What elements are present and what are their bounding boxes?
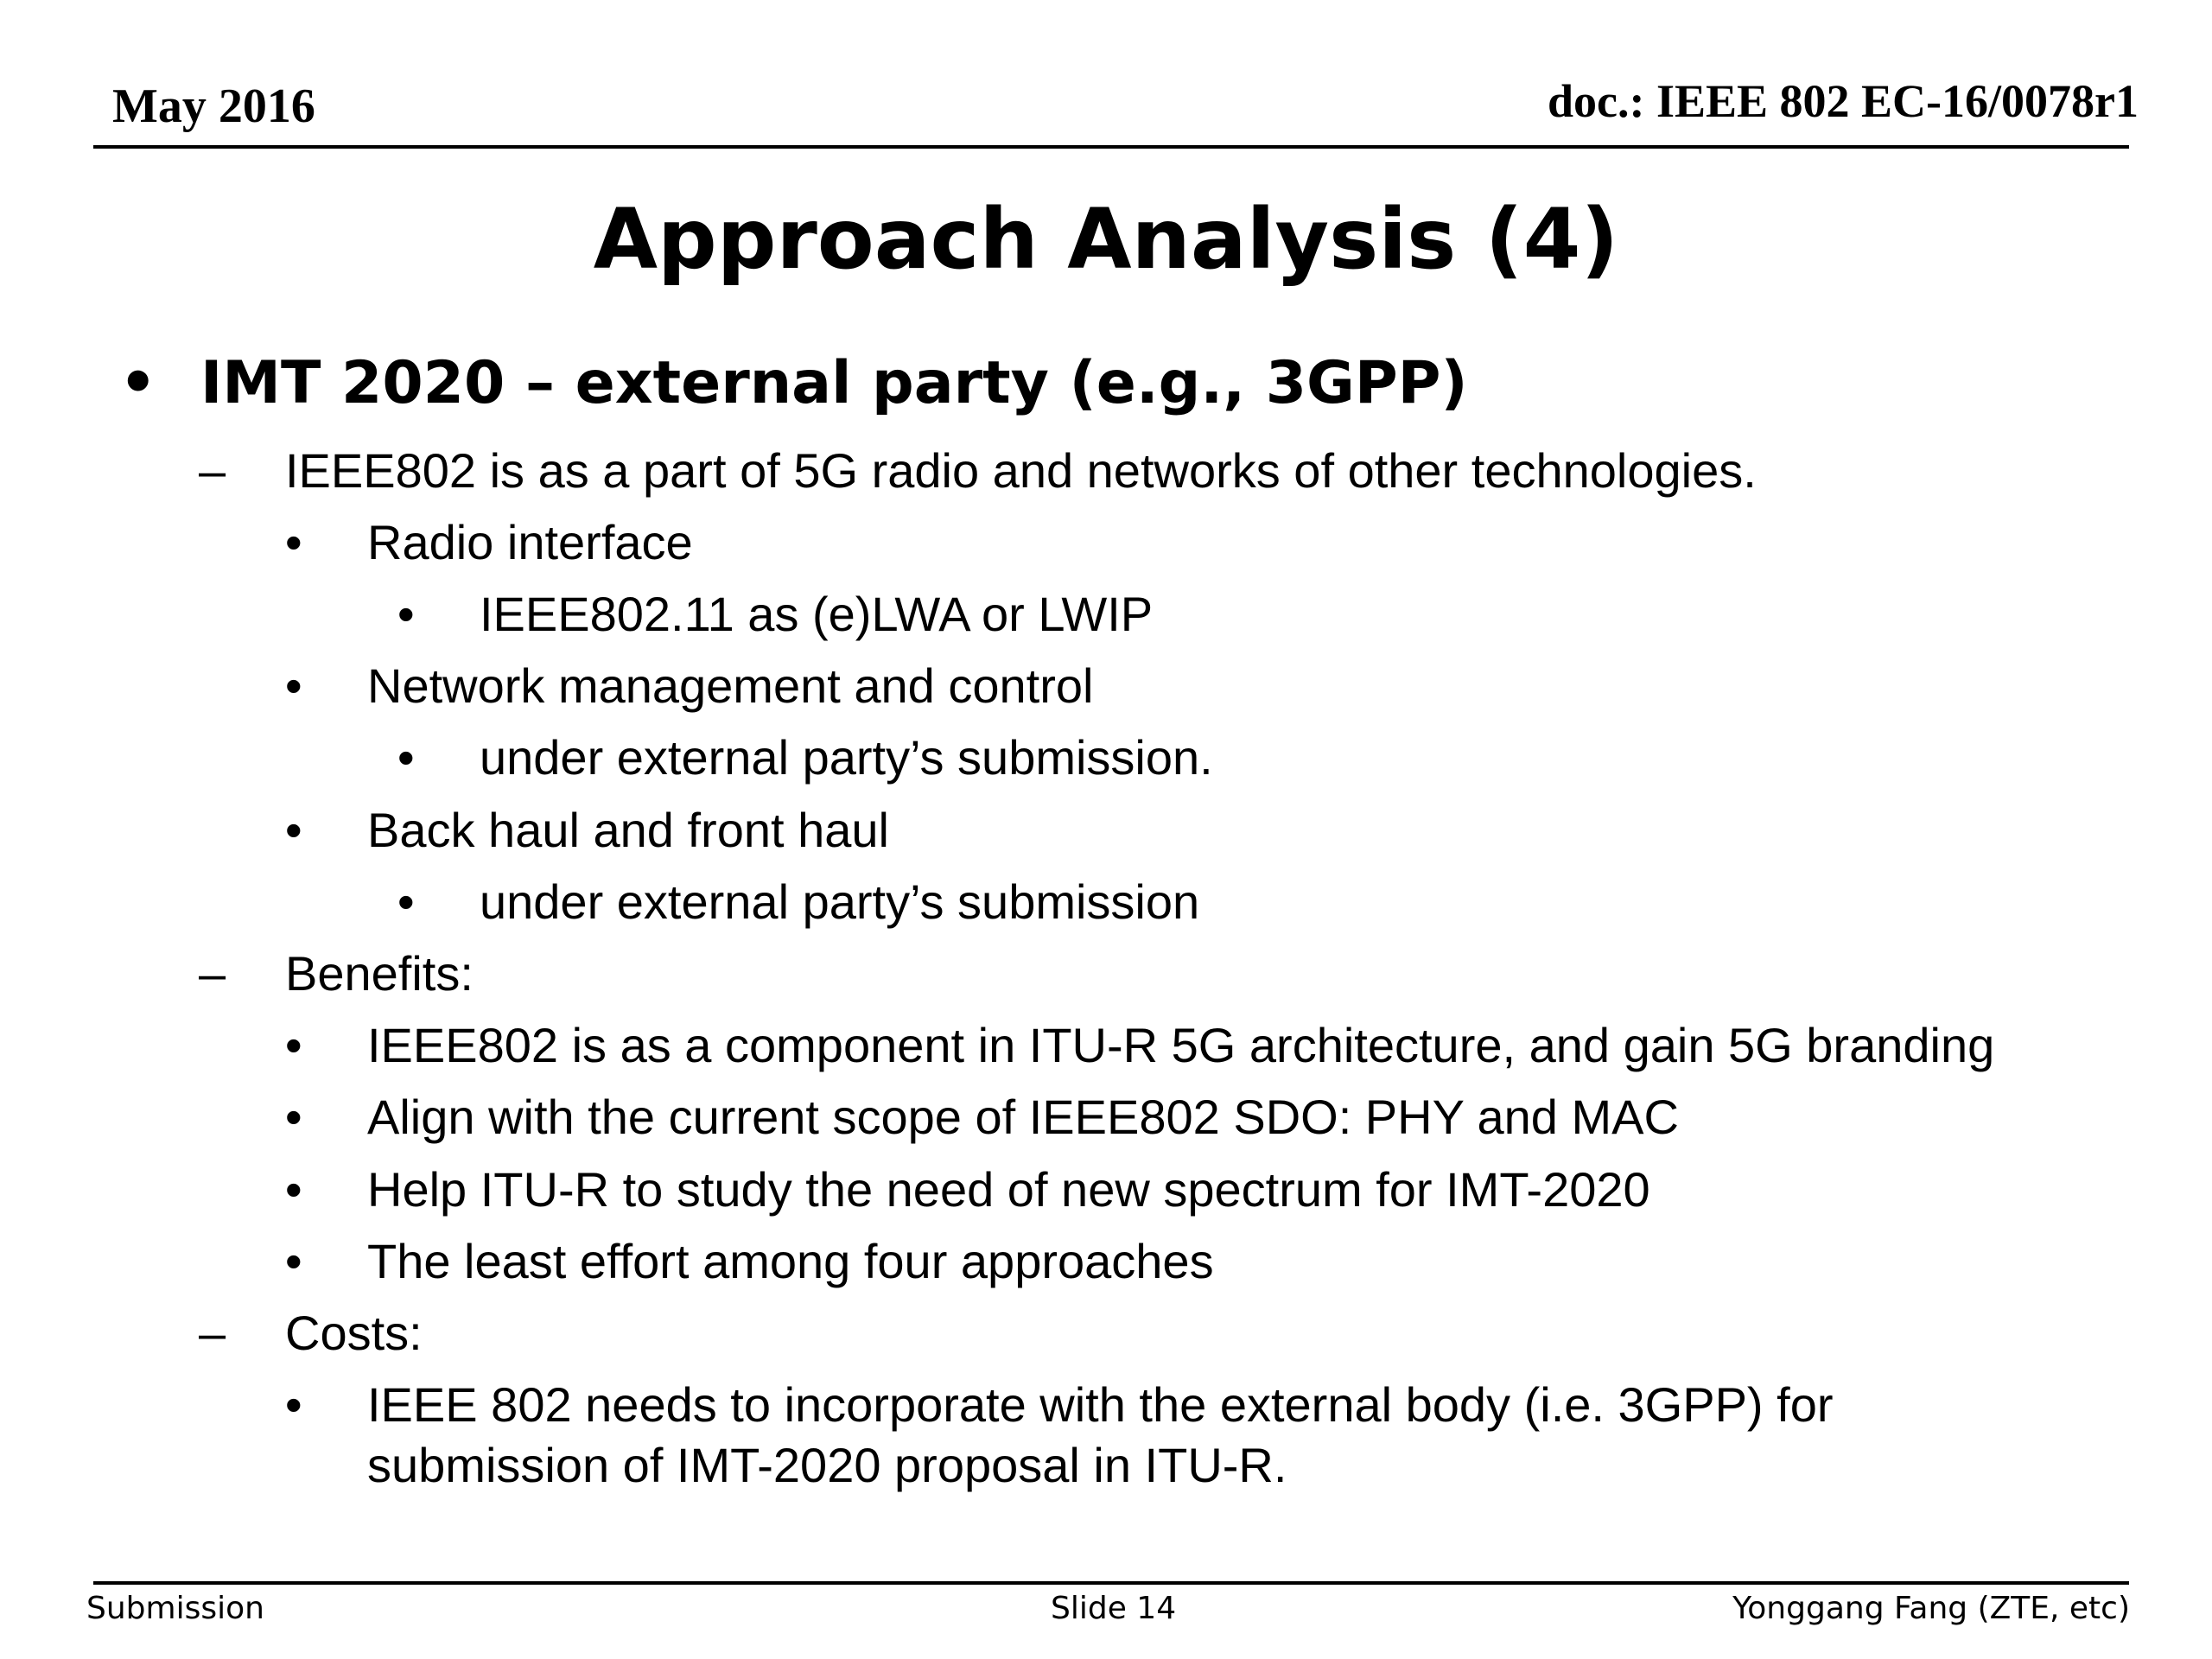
dash-marker: – <box>199 443 226 498</box>
dash-marker: – <box>199 1306 226 1360</box>
list-item-radio-interface: Radio interface <box>367 515 693 569</box>
list-item-external-submission-2: under external party’s submission <box>480 874 1200 929</box>
bullet-marker: • <box>285 803 302 857</box>
footer-slide-number: Slide 14 <box>1051 1591 1177 1626</box>
bullet-marker: • <box>285 515 302 569</box>
list-item-benefits: Benefits: <box>285 946 474 1001</box>
header-date: May 2016 <box>112 79 315 133</box>
list-item-cost-1-line-1: IEEE 802 needs to incorporate with the external body (i.e. 3GPP) for <box>367 1377 1834 1432</box>
header-doc-id: doc.: IEEE 802 EC-16/0078r1 <box>1547 75 2139 127</box>
slide-title: Approach Analysis (4) <box>593 191 1619 288</box>
bullet-marker: • <box>285 1018 302 1072</box>
bullet-marker: • <box>285 1162 302 1217</box>
bullet-marker: • <box>285 1234 302 1288</box>
list-item-cost-1-line-2: submission of IMT-2020 proposal in ITU-R. <box>367 1438 1287 1492</box>
bullet-marker: • <box>285 1090 302 1144</box>
list-item-benefit-2: Align with the current scope of IEEE802 SDO: PHY and MAC <box>367 1090 1679 1144</box>
list-item-benefit-4: The least effort among four approaches <box>367 1234 1214 1288</box>
footer-author: Yonggang Fang (ZTE, etc) <box>1732 1591 2130 1626</box>
list-item-costs: Costs: <box>285 1306 423 1360</box>
bullet-marker: • <box>119 349 157 417</box>
header-divider <box>93 145 2129 149</box>
footer-divider <box>93 1581 2129 1585</box>
bullet-marker: • <box>397 587 415 641</box>
bullet-marker: • <box>397 730 415 785</box>
bullet-marker: • <box>285 658 302 713</box>
list-item-lwa-lwip: IEEE802.11 as (e)LWA or LWIP <box>480 587 1154 641</box>
bullet-marker: • <box>397 874 415 929</box>
list-item-back-haul: Back haul and front haul <box>367 803 889 857</box>
list-item-part-of-5g: IEEE802 is as a part of 5G radio and networks of other technologies. <box>285 443 1757 498</box>
list-item-benefit-1: IEEE802 is as a component in ITU-R 5G architecture, and gain 5G branding <box>367 1018 1995 1072</box>
list-item-external-submission-1: under external party’s submission. <box>480 730 1213 785</box>
list-item-benefit-3: Help ITU-R to study the need of new spectrum for IMT-2020 <box>367 1162 1650 1217</box>
footer-submission: Submission <box>86 1591 264 1626</box>
main-bullet-text: IMT 2020 – external party (e.g., 3GPP) <box>200 349 1468 417</box>
dash-marker: – <box>199 946 226 1001</box>
bullet-marker: • <box>285 1377 302 1432</box>
list-item-network-management: Network management and control <box>367 658 1094 713</box>
